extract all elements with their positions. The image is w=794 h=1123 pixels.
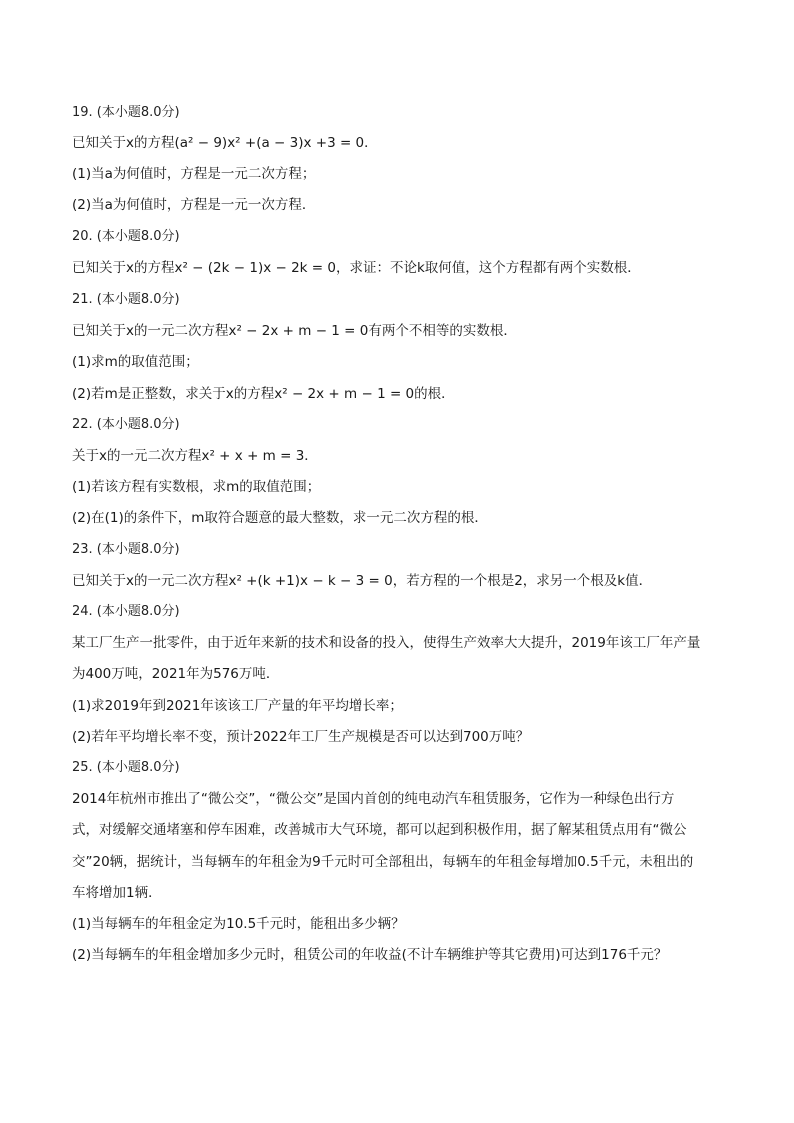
problem-subquestion: (1)当a为何值时，方程是一元二次方程； <box>72 166 316 182</box>
problem-text: 关于x的一元二次方程x² + x + m = 3． <box>72 448 318 464</box>
problem-heading: 21. (本小题8.0分) <box>72 292 180 307</box>
problem-text: 已知关于x的方程x² − (2k − 1)x − 2k = 0，求证：不论k取何值，这个方程都有两个实数根． <box>72 260 641 276</box>
problem-text: 为400万吨，2021年为576万吨． <box>72 666 280 682</box>
problem-text: 某工厂生产一批零件，由于近年来新的技术和设备的投入，使得生产效率大大提升，2019年该工厂年产量 <box>72 635 701 651</box>
problem-heading: 24. (本小题8.0分) <box>72 604 180 619</box>
problem-text: 已知关于x的一元二次方程x² +(k +1)x − k − 3 = 0，若方程的一个根是2，求另一个根及k值． <box>72 573 653 589</box>
problem-heading: 20. (本小题8.0分) <box>72 229 180 244</box>
problem-text: 车将增加1辆． <box>72 885 162 901</box>
problem-subquestion: (1)当每辆车的年租金定为10.5千元时，能租出多少辆？ <box>72 916 405 932</box>
problem-subquestion: (2)若年平均增长率不变，预计2022年工厂生产规模是否可以达到700万吨？ <box>72 729 530 745</box>
problem-heading: 25. (本小题8.0分) <box>72 760 180 775</box>
problem-text: 交”20辆，据统计，当每辆车的年租金为9千元时可全部租出，每辆车的年租金每增加0.5千元，未租出的 <box>72 854 694 870</box>
problem-subquestion: (2)当a为何值时，方程是一元一次方程． <box>72 197 316 213</box>
problem-text: 已知关于x的方程(a² − 9)x² +(a − 3)x +3 = 0． <box>72 135 378 151</box>
problem-subquestion: (1)求m的取值范围； <box>72 354 199 370</box>
problem-subquestion: (2)在(1)的条件下，m取符合题意的最大整数，求一元二次方程的根． <box>72 510 488 526</box>
problem-heading: 22. (本小题8.0分) <box>72 417 180 432</box>
problem-text: 2014年杭州市推出了“微公交”，“微公交”是国内首创的纯电动汽车租赁服务，它作为一种绿色出行方 <box>72 791 675 807</box>
problem-heading: 23. (本小题8.0分) <box>72 542 180 557</box>
problem-subquestion: (2)当每辆车的年租金增加多少元时，租赁公司的年收益(不计车辆维护等其它费用)可达到176千元？ <box>72 947 668 963</box>
problem-subquestion: (1)求2019年到2021年该该工厂产量的年平均增长率； <box>72 698 403 714</box>
problem-subquestion: (1)若该方程有实数根，求m的取值范围； <box>72 479 321 495</box>
problem-subquestion: (2)若m是正整数，求关于x的方程x² − 2x + m − 1 = 0的根． <box>72 386 455 402</box>
problem-text: 已知关于x的一元二次方程x² − 2x + m − 1 = 0有两个不相等的实数根． <box>72 323 517 339</box>
problem-heading: 19. (本小题8.0分) <box>72 105 180 120</box>
problem-text: 式，对缓解交通堵塞和停车困难，改善城市大气环境，都可以起到积极作用，据了解某租赁点用有“微公 <box>72 822 687 838</box>
